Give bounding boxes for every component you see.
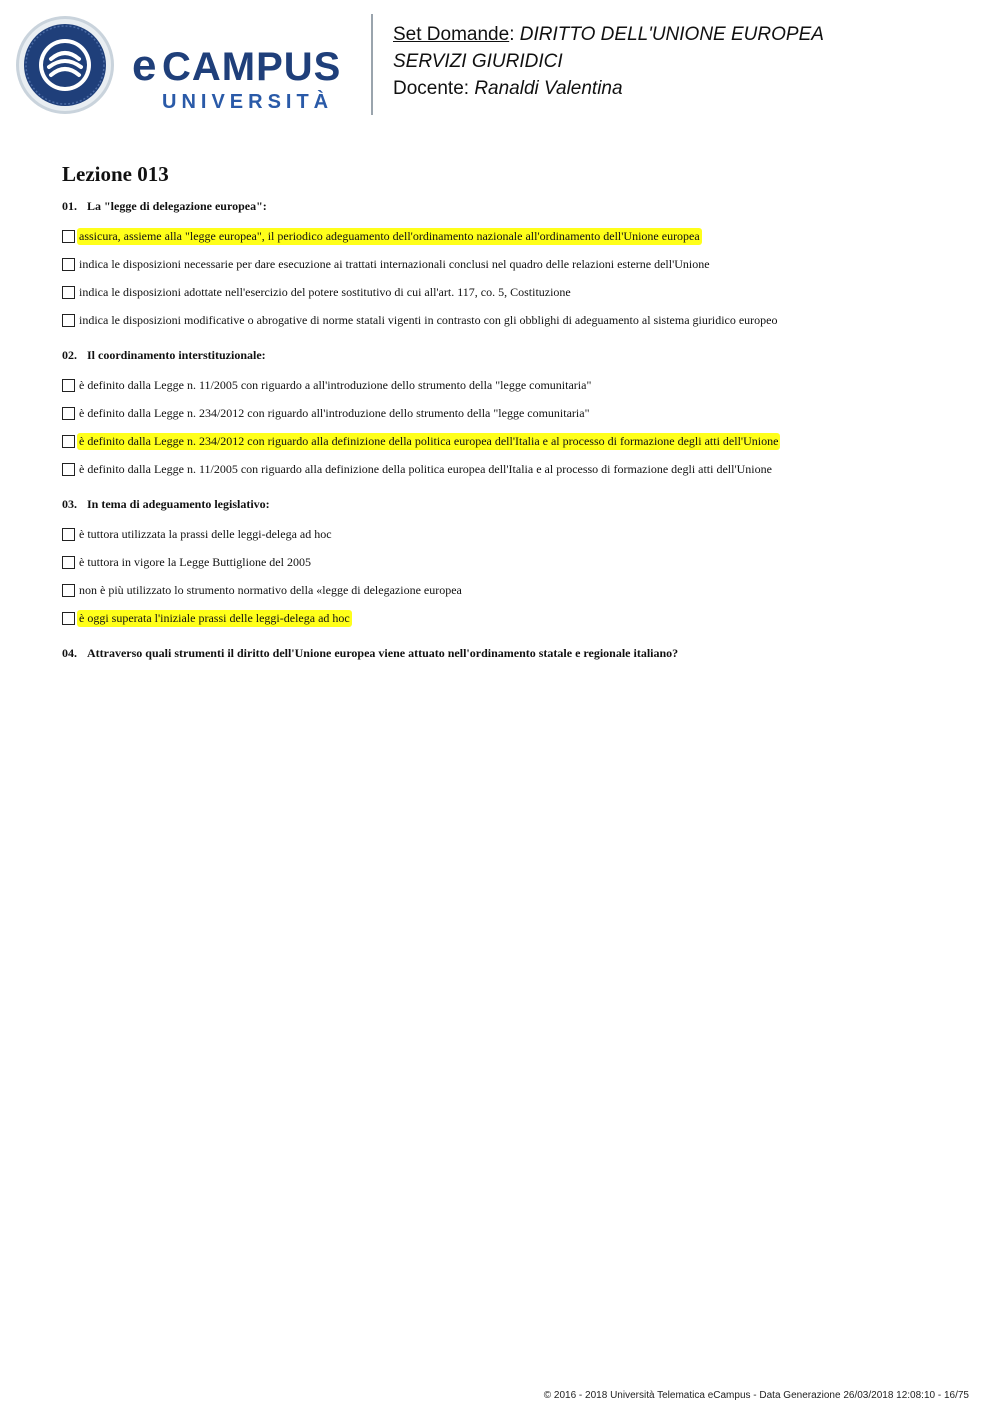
question-text: [62, 347, 962, 363]
docente-label: Docente:: [393, 78, 470, 99]
question-03: [62, 496, 962, 632]
question-number: 04.: [62, 646, 77, 660]
answer-checkbox[interactable]: [62, 528, 75, 541]
question-label: In tema di adeguamento legislativo:: [87, 497, 270, 511]
answer-option[interactable]: [62, 576, 962, 604]
ecampus-seal-logo: [15, 15, 115, 115]
answer-text: è tuttora utilizzata la prassi delle leggi-delega ad hoc: [79, 526, 332, 541]
set-info: [393, 21, 824, 102]
answer-option[interactable]: [62, 371, 962, 399]
answer-text: indica le disposizioni necessarie per dare esecuzione ai trattati internazionali conclusi nel quadro delle relazioni esterne dell'Unione: [79, 256, 710, 271]
answer-checkbox[interactable]: [62, 435, 75, 448]
answer-checkbox[interactable]: [62, 407, 75, 420]
answer-checkbox[interactable]: [62, 314, 75, 327]
lesson-title: Lezione 013: [62, 162, 169, 186]
question-number: 02.: [62, 348, 77, 362]
question-04: [62, 645, 962, 661]
answer-checkbox[interactable]: [62, 556, 75, 569]
answer-option[interactable]: [62, 306, 962, 334]
answer-text: è tuttora in vigore la Legge Buttiglione del 2005: [79, 554, 311, 569]
answer-text: indica le disposizioni modificative o abrogative di norme statali vigenti in contrasto con gli obblighi di adeguamento al sistema giuridico europeo: [79, 312, 778, 327]
course-name: DIRITTO DELL'UNIONE EUROPEA: [519, 24, 824, 45]
answer-option[interactable]: [62, 604, 962, 632]
answer-checkbox[interactable]: [62, 379, 75, 392]
question-01: [62, 198, 962, 334]
answer-checkbox[interactable]: [62, 258, 75, 271]
docente-line: [393, 75, 824, 102]
question-label: Attraverso quali strumenti il diritto dell'Unione europea viene attuato nell'ordinamento statale e regionale italiano?: [87, 646, 679, 660]
answer-option[interactable]: [62, 222, 962, 250]
answer-text: è definito dalla Legge n. 234/2012 con riguardo all'introduzione dello strumento della "legge comunitaria": [79, 405, 590, 420]
answer-option[interactable]: [62, 520, 962, 548]
answer-option[interactable]: [62, 278, 962, 306]
answer-checkbox[interactable]: [62, 230, 75, 243]
answer-option[interactable]: [62, 427, 962, 455]
page-footer: © 2016 - 2018 Università Telematica eCampus - Data Generazione 26/03/2018 12:08:10 - 16/75: [543, 1390, 969, 1401]
answer-text: non è più utilizzato lo strumento normativo della «legge di delegazione europea: [79, 582, 462, 597]
answer-checkbox[interactable]: [62, 463, 75, 476]
answer-text: è definito dalla Legge n. 11/2005 con riguardo alla definizione della politica europea dell'Italia e al processo di formazione degli atti dell'Unione: [79, 461, 772, 476]
answer-option[interactable]: [62, 455, 962, 483]
answer-text-highlighted: assicura, assieme alla "legge europea", il periodico adeguamento dell'ordinamento nazionale all'ordinamento dell'Unione europea: [79, 228, 700, 243]
header-divider: [371, 14, 373, 115]
answer-text-highlighted: è oggi superata l'iniziale prassi delle leggi-delega ad hoc: [79, 610, 350, 625]
answer-text: indica le disposizioni adottate nell'esercizio del potere sostitutivo di cui all'art. 117, co. 5, Costituzione: [79, 284, 571, 299]
answer-option[interactable]: [62, 399, 962, 427]
svg-text:CAMPUS: CAMPUS: [162, 45, 342, 89]
set-title-line: [393, 21, 824, 48]
answer-checkbox[interactable]: [62, 584, 75, 597]
question-number: 01.: [62, 199, 77, 213]
question-number: 03.: [62, 497, 77, 511]
set-label: Set Domande: [393, 24, 510, 45]
page-header: [0, 0, 1000, 130]
question-text: [62, 645, 962, 661]
answer-option[interactable]: [62, 548, 962, 576]
svg-text:UNIVERSITÀ: UNIVERSITÀ: [162, 91, 334, 113]
department-name: SERVIZI GIURIDICI: [393, 51, 563, 72]
set-separator: :: [509, 24, 515, 45]
answer-text-highlighted: è definito dalla Legge n. 234/2012 con riguardo alla definizione della politica europea dell'Italia e al processo di formazione degli atti dell'Unione: [79, 433, 779, 448]
answer-text: è definito dalla Legge n. 11/2005 con riguardo a all'introduzione dello strumento della "legge comunitaria": [79, 377, 592, 392]
question-text: [62, 496, 962, 512]
answer-option[interactable]: [62, 250, 962, 278]
svg-text:e: e: [132, 44, 157, 90]
docente-name: Ranaldi Valentina: [474, 78, 623, 99]
answer-checkbox[interactable]: [62, 286, 75, 299]
main-content: [62, 160, 962, 674]
question-02: [62, 347, 962, 483]
question-text: [62, 198, 962, 214]
question-label: La "legge di delegazione europea":: [87, 199, 267, 213]
ecampus-wordmark-logo: [132, 44, 357, 114]
question-label: Il coordinamento interstituzionale:: [87, 348, 266, 362]
answer-checkbox[interactable]: [62, 612, 75, 625]
